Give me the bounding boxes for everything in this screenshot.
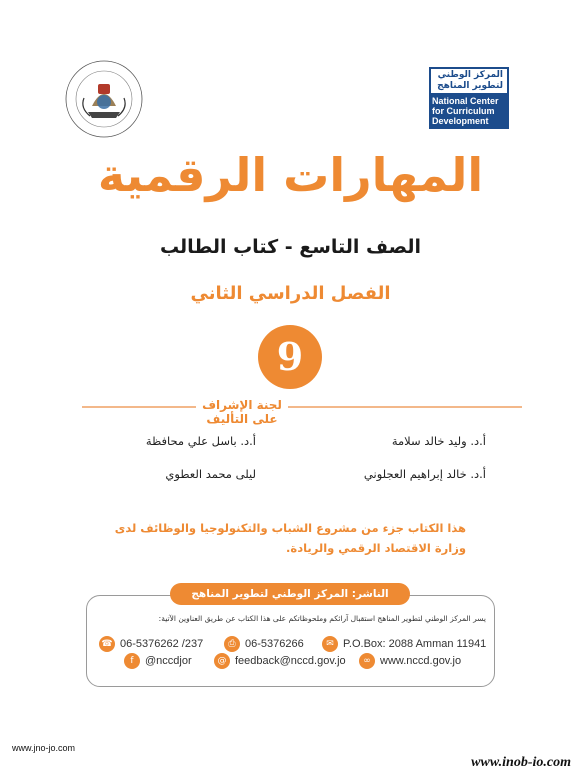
committee-divider xyxy=(82,406,522,408)
po-box: P.O.Box: 2088 Amman 11941 xyxy=(343,638,487,650)
ministry-emblem xyxy=(62,58,146,140)
project-note-line1: هذا الكتاب جزء من مشروع الشباب والتكنولوجيا والوظائف لدى xyxy=(114,521,466,535)
at-icon[interactable]: @ xyxy=(214,653,230,669)
nccd-logo-arabic-line1: المركز الوطني xyxy=(437,70,503,80)
nccd-logo xyxy=(429,67,509,129)
ministry-emblem-graphic xyxy=(62,58,146,140)
publisher-intro: يسر المركز الوطني لتطوير المناهج استقبال آرائكم وملحوظاتكم على هذا الكتاب عن طريق العناوين الآتية: xyxy=(158,614,486,623)
semester-label: الفصل الدراسي الثاني xyxy=(190,283,391,304)
facebook-icon[interactable]: f xyxy=(124,653,140,669)
feedback-email[interactable]: feedback@nccd.gov.jo xyxy=(235,655,346,667)
nccd-logo-arabic-area xyxy=(429,67,509,95)
phone-number: 06-5376262 /237 xyxy=(120,638,204,650)
footer-left-url[interactable]: www.jno-jo.com xyxy=(12,743,76,753)
mailbox-icon: ✉ xyxy=(322,636,338,652)
nccd-logo-english-line2: for Curriculum xyxy=(432,106,495,116)
project-note xyxy=(86,518,466,558)
book-title: المهارات الرقمية xyxy=(97,148,484,202)
author-name: ليلى محمد العطوي xyxy=(165,467,256,481)
facebook-handle[interactable]: @nccdjor xyxy=(145,655,192,667)
footer-right-url[interactable]: www.inob-io.com xyxy=(471,755,571,770)
fax-number: 06-5376266 xyxy=(245,638,304,650)
author-name: أ.د. باسل علي محافظة xyxy=(145,434,256,448)
book-subtitle: الصف التاسع - كتاب الطالب xyxy=(159,236,422,258)
grade-badge: 9 xyxy=(258,325,322,389)
committee-heading: لجنة الإشراف على التأليف xyxy=(202,398,282,426)
nccd-logo-english-line3: Development xyxy=(432,116,489,126)
publisher-badge: الناشر: المركز الوطني لتطوير المناهج xyxy=(170,583,410,605)
project-note-line2: وزارة الاقتصاد الرقمي والريادة. xyxy=(286,541,466,555)
fax-icon: ⎙ xyxy=(224,636,240,652)
author-name: أ.د. وليد خالد سلامة xyxy=(391,434,486,448)
nccd-logo-arabic-line2: لتطوير المناهج xyxy=(437,81,503,91)
website-link[interactable]: www.nccd.gov.jo xyxy=(380,655,462,667)
nccd-logo-english-line1: National Center xyxy=(432,96,499,106)
link-icon[interactable]: ∞ xyxy=(359,653,375,669)
phone-icon: ☎ xyxy=(99,636,115,652)
author-name: أ.د. خالد إبراهيم العجلوني xyxy=(363,467,486,481)
